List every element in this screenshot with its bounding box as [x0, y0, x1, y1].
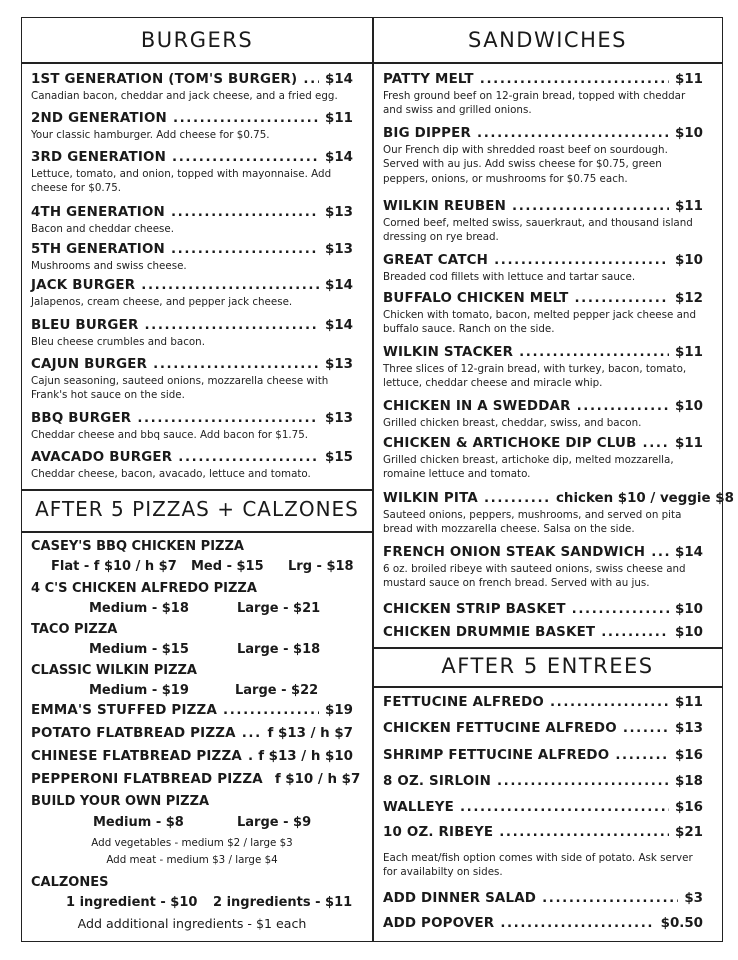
item-name: CHINESE FLATBREAD PIZZA [31, 749, 242, 764]
menu-item [31, 277, 353, 309]
burgers-header-rule [21, 62, 723, 64]
item-price: $18 [675, 774, 703, 789]
entrees-title: AFTER 5 ENTREES [441, 654, 654, 678]
menu-item [31, 771, 361, 788]
size-medium: Med - $15 [191, 559, 264, 574]
size-large: Lrg - $18 [288, 559, 354, 574]
add-meat-note: Add meat - medium $3 / large $4 [106, 854, 278, 866]
item-price: $12 [675, 291, 703, 306]
item-name: 10 OZ. RIBEYE [383, 825, 494, 840]
item-price: $10 [675, 602, 703, 617]
item-description: Three slices of 12-grain bread, with turkey, bacon, tomato, lettuce, cheddar cheese and miracle whip. [383, 363, 687, 390]
entrees-note: Each meat/fish option comes with side of potato. Ask server for availabilty on sides. [383, 852, 693, 879]
item-price: $13 [325, 242, 353, 257]
calzone-additional: Add additional ingredients - $1 each [77, 916, 307, 931]
item-price: $13 [325, 357, 353, 372]
item-price: $11 [675, 72, 703, 87]
menu-item [383, 398, 703, 430]
item-name: CAJUN BURGER [31, 357, 148, 372]
item-name: 5TH GENERATION [31, 242, 165, 257]
item-price: $13 [325, 411, 353, 426]
item-price: $10 [675, 126, 703, 141]
menu-item [383, 71, 703, 118]
item-name: SHRIMP FETTUCINE ALFREDO [383, 748, 610, 763]
item-name: CHICKEN FETTUCINE ALFREDO [383, 721, 617, 736]
item-description: Bacon and cheddar cheese. [31, 223, 175, 235]
size-large: Large - $21 [237, 601, 321, 616]
size-large: Large - $22 [235, 683, 319, 698]
item-name: FETTUCINE ALFREDO [383, 695, 544, 710]
add-vegetables-note: Add vegetables - medium $2 / large $3 [91, 837, 293, 849]
item-description: Chicken with tomato, bacon, melted pepper jack cheese and buffalo sauce. Ranch on the side. [383, 309, 696, 336]
item-price: f $13 / h $7 [267, 726, 353, 741]
item-name: EMMA'S STUFFED PIZZA [31, 703, 218, 718]
item-name: PATTY MELT [383, 72, 474, 87]
item-description: Grilled chicken breast, artichoke dip, melted mozzarella, romaine lettuce and tomato. [383, 454, 674, 481]
item-price: $10 [675, 625, 703, 640]
item-price: $11 [675, 199, 703, 214]
menu-item [31, 149, 353, 196]
menu-item [383, 490, 734, 537]
item-name: AVACADO BURGER [31, 450, 173, 465]
menu-item [31, 71, 353, 103]
menu-item [383, 624, 703, 641]
menu-item [383, 915, 703, 932]
menu-item [31, 725, 353, 742]
pizzas-top-rule [21, 489, 373, 491]
item-price: $13 [325, 205, 353, 220]
calzone-two-ingredients: 2 ingredients - $11 [213, 895, 353, 910]
item-name: 1ST GENERATION (TOM'S BURGER) [31, 72, 298, 87]
item-name: CHICKEN IN A SWEDDAR [383, 399, 571, 414]
menu-item [31, 110, 353, 142]
calzones-heading: CALZONES [31, 875, 109, 890]
item-price: $14 [325, 72, 353, 87]
item-description: Grilled chicken breast, cheddar, swiss, and bacon. [383, 417, 642, 429]
menu-item [31, 702, 353, 719]
entrees-bottom-rule [372, 686, 723, 688]
item-name: GREAT CATCH [383, 253, 489, 268]
item-price: $19 [325, 703, 353, 718]
item-name: CHICKEN STRIP BASKET [383, 602, 566, 617]
item-name: 3RD GENERATION [31, 150, 167, 165]
menu-item [383, 344, 703, 391]
menu-item [383, 252, 703, 284]
item-price: $14 [675, 545, 703, 560]
item-name: 8 OZ. SIRLOIN [383, 774, 491, 789]
item-price: $16 [675, 748, 703, 763]
item-name: WALLEYE [383, 800, 454, 815]
item-description: Mushrooms and swiss cheese. [31, 260, 187, 272]
item-price: $14 [325, 278, 353, 293]
item-price: $11 [325, 111, 353, 126]
burgers-title: BURGERS [140, 28, 254, 52]
menu-item [383, 824, 703, 841]
menu-item [383, 601, 703, 618]
item-price: f $10 / h $7 [274, 772, 361, 787]
item-description: Breaded cod fillets with lettuce and tartar sauce. [383, 271, 636, 283]
item-price: $11 [675, 695, 703, 710]
item-description: Cheddar cheese, bacon, avacado, lettuce and tomato. [31, 468, 311, 480]
item-name: 2ND GENERATION [31, 111, 167, 126]
item-name: PEPPERONI FLATBREAD PIZZA [31, 772, 263, 787]
menu-item [383, 694, 703, 711]
pizzas-list [31, 538, 361, 938]
item-price: $13 [675, 721, 703, 736]
menu-item [31, 241, 353, 273]
item-name: WILKIN STACKER [383, 345, 514, 360]
menu-item [31, 449, 353, 481]
item-description: Sauteed onions, peppers, mushrooms, and served on pita bread with mozzarella cheese. Salsa on the side. [383, 509, 682, 536]
item-name: BBQ BURGER [31, 411, 132, 426]
item-description: Fresh ground beef on 12-grain bread, topped with cheddar and swiss and grilled onions. [383, 90, 686, 117]
size-flat: Flat - f $10 / h $7 [51, 559, 177, 574]
menu-item [383, 198, 703, 245]
item-name: CHICKEN DRUMMIE BASKET [383, 625, 596, 640]
pizzas-bottom-rule [21, 531, 373, 533]
item-name: POTATO FLATBREAD PIZZA [31, 726, 236, 741]
menu-item [383, 747, 703, 764]
pizza-name: 4 C'S CHICKEN ALFREDO PIZZA [31, 581, 257, 596]
pizza-name: BUILD YOUR OWN PIZZA [31, 794, 210, 809]
pizza-name: TACO PIZZA [31, 622, 118, 637]
item-description: Jalapenos, cream cheese, and pepper jack cheese. [31, 296, 293, 308]
size-medium: Medium - $15 [89, 642, 189, 657]
item-name: WILKIN REUBEN [383, 199, 507, 214]
size-large: Large - $18 [237, 642, 321, 657]
column-divider [372, 17, 374, 942]
menu-item [383, 290, 703, 337]
menu-item [383, 720, 703, 737]
item-description: Your classic hamburger. Add cheese for $0.75. [31, 129, 270, 141]
menu-item [383, 890, 703, 907]
item-price: $14 [325, 150, 353, 165]
entrees-top-rule [372, 647, 723, 649]
sandwiches-title: SANDWICHES [468, 28, 627, 52]
item-name: CHICKEN & ARTICHOKE DIP CLUB [383, 436, 637, 451]
item-description: Corned beef, melted swiss, sauerkraut, and thousand island dressing on rye bread. [383, 217, 693, 244]
pizza-name: CASEY'S BBQ CHICKEN PIZZA [31, 539, 244, 554]
item-name: ADD POPOVER [383, 916, 495, 931]
item-name: BIG DIPPER [383, 126, 472, 141]
item-price: $11 [675, 436, 703, 451]
menu-item [383, 435, 703, 482]
item-price: $3 [684, 891, 703, 906]
item-name: ADD DINNER SALAD [383, 891, 537, 906]
item-description: Lettuce, tomato, and onion, topped with mayonnaise. Add cheese for $0.75. [31, 168, 332, 195]
item-price: $15 [325, 450, 353, 465]
calzone-one-ingredient: 1 ingredient - $10 [66, 895, 198, 910]
menu-item [383, 799, 703, 816]
item-price: $16 [675, 800, 703, 815]
menu-item [383, 125, 703, 186]
item-price: $11 [675, 345, 703, 360]
item-price: f $13 / h $10 [258, 749, 353, 764]
item-description: Our French dip with shredded roast beef on sourdough. Served with au jus. Add swiss cheese for $0.75, green peppers, onions, or mushrooms for $0.75 each. [383, 144, 668, 185]
item-description: Cajun seasoning, sauteed onions, mozzarella cheese with Frank's hot sauce on the side. [31, 375, 329, 402]
menu-item [383, 773, 703, 790]
menu-item [383, 544, 703, 591]
pizzas-title: AFTER 5 PIZZAS + CALZONES [35, 497, 359, 521]
item-price: $10 [675, 253, 703, 268]
item-description: Canadian bacon, cheddar and jack cheese, and a fried egg. [31, 90, 338, 102]
item-name: JACK BURGER [31, 278, 136, 293]
size-medium: Medium - $18 [89, 601, 189, 616]
menu-item [31, 410, 353, 442]
item-price: $10 [675, 399, 703, 414]
item-name: BLEU BURGER [31, 318, 139, 333]
size-medium: Medium - $8 [93, 815, 184, 830]
size-medium: Medium - $19 [89, 683, 189, 698]
menu-item [31, 317, 353, 349]
item-price: $0.50 [660, 916, 703, 931]
pizza-name: CLASSIC WILKIN PIZZA [31, 663, 197, 678]
item-description: 6 oz. broiled ribeye with sauteed onions, swiss cheese and mustard sauce on french bread. Served with au jus. [383, 563, 686, 590]
menu-item [31, 204, 353, 236]
item-name: WILKIN PITA [383, 491, 478, 506]
menu-item [31, 748, 353, 765]
item-name: FRENCH ONION STEAK SANDWICH [383, 545, 646, 560]
item-price: $21 [675, 825, 703, 840]
item-price: $14 [325, 318, 353, 333]
item-name: BUFFALO CHICKEN MELT [383, 291, 569, 306]
menu-item [31, 356, 353, 403]
item-description: Bleu cheese crumbles and bacon. [31, 336, 205, 348]
item-name: 4TH GENERATION [31, 205, 165, 220]
item-price: chicken $10 / veggie $8 [555, 491, 734, 506]
item-description: Cheddar cheese and bbq sauce. Add bacon for $1.75. [31, 429, 309, 441]
size-large: Large - $9 [237, 815, 312, 830]
